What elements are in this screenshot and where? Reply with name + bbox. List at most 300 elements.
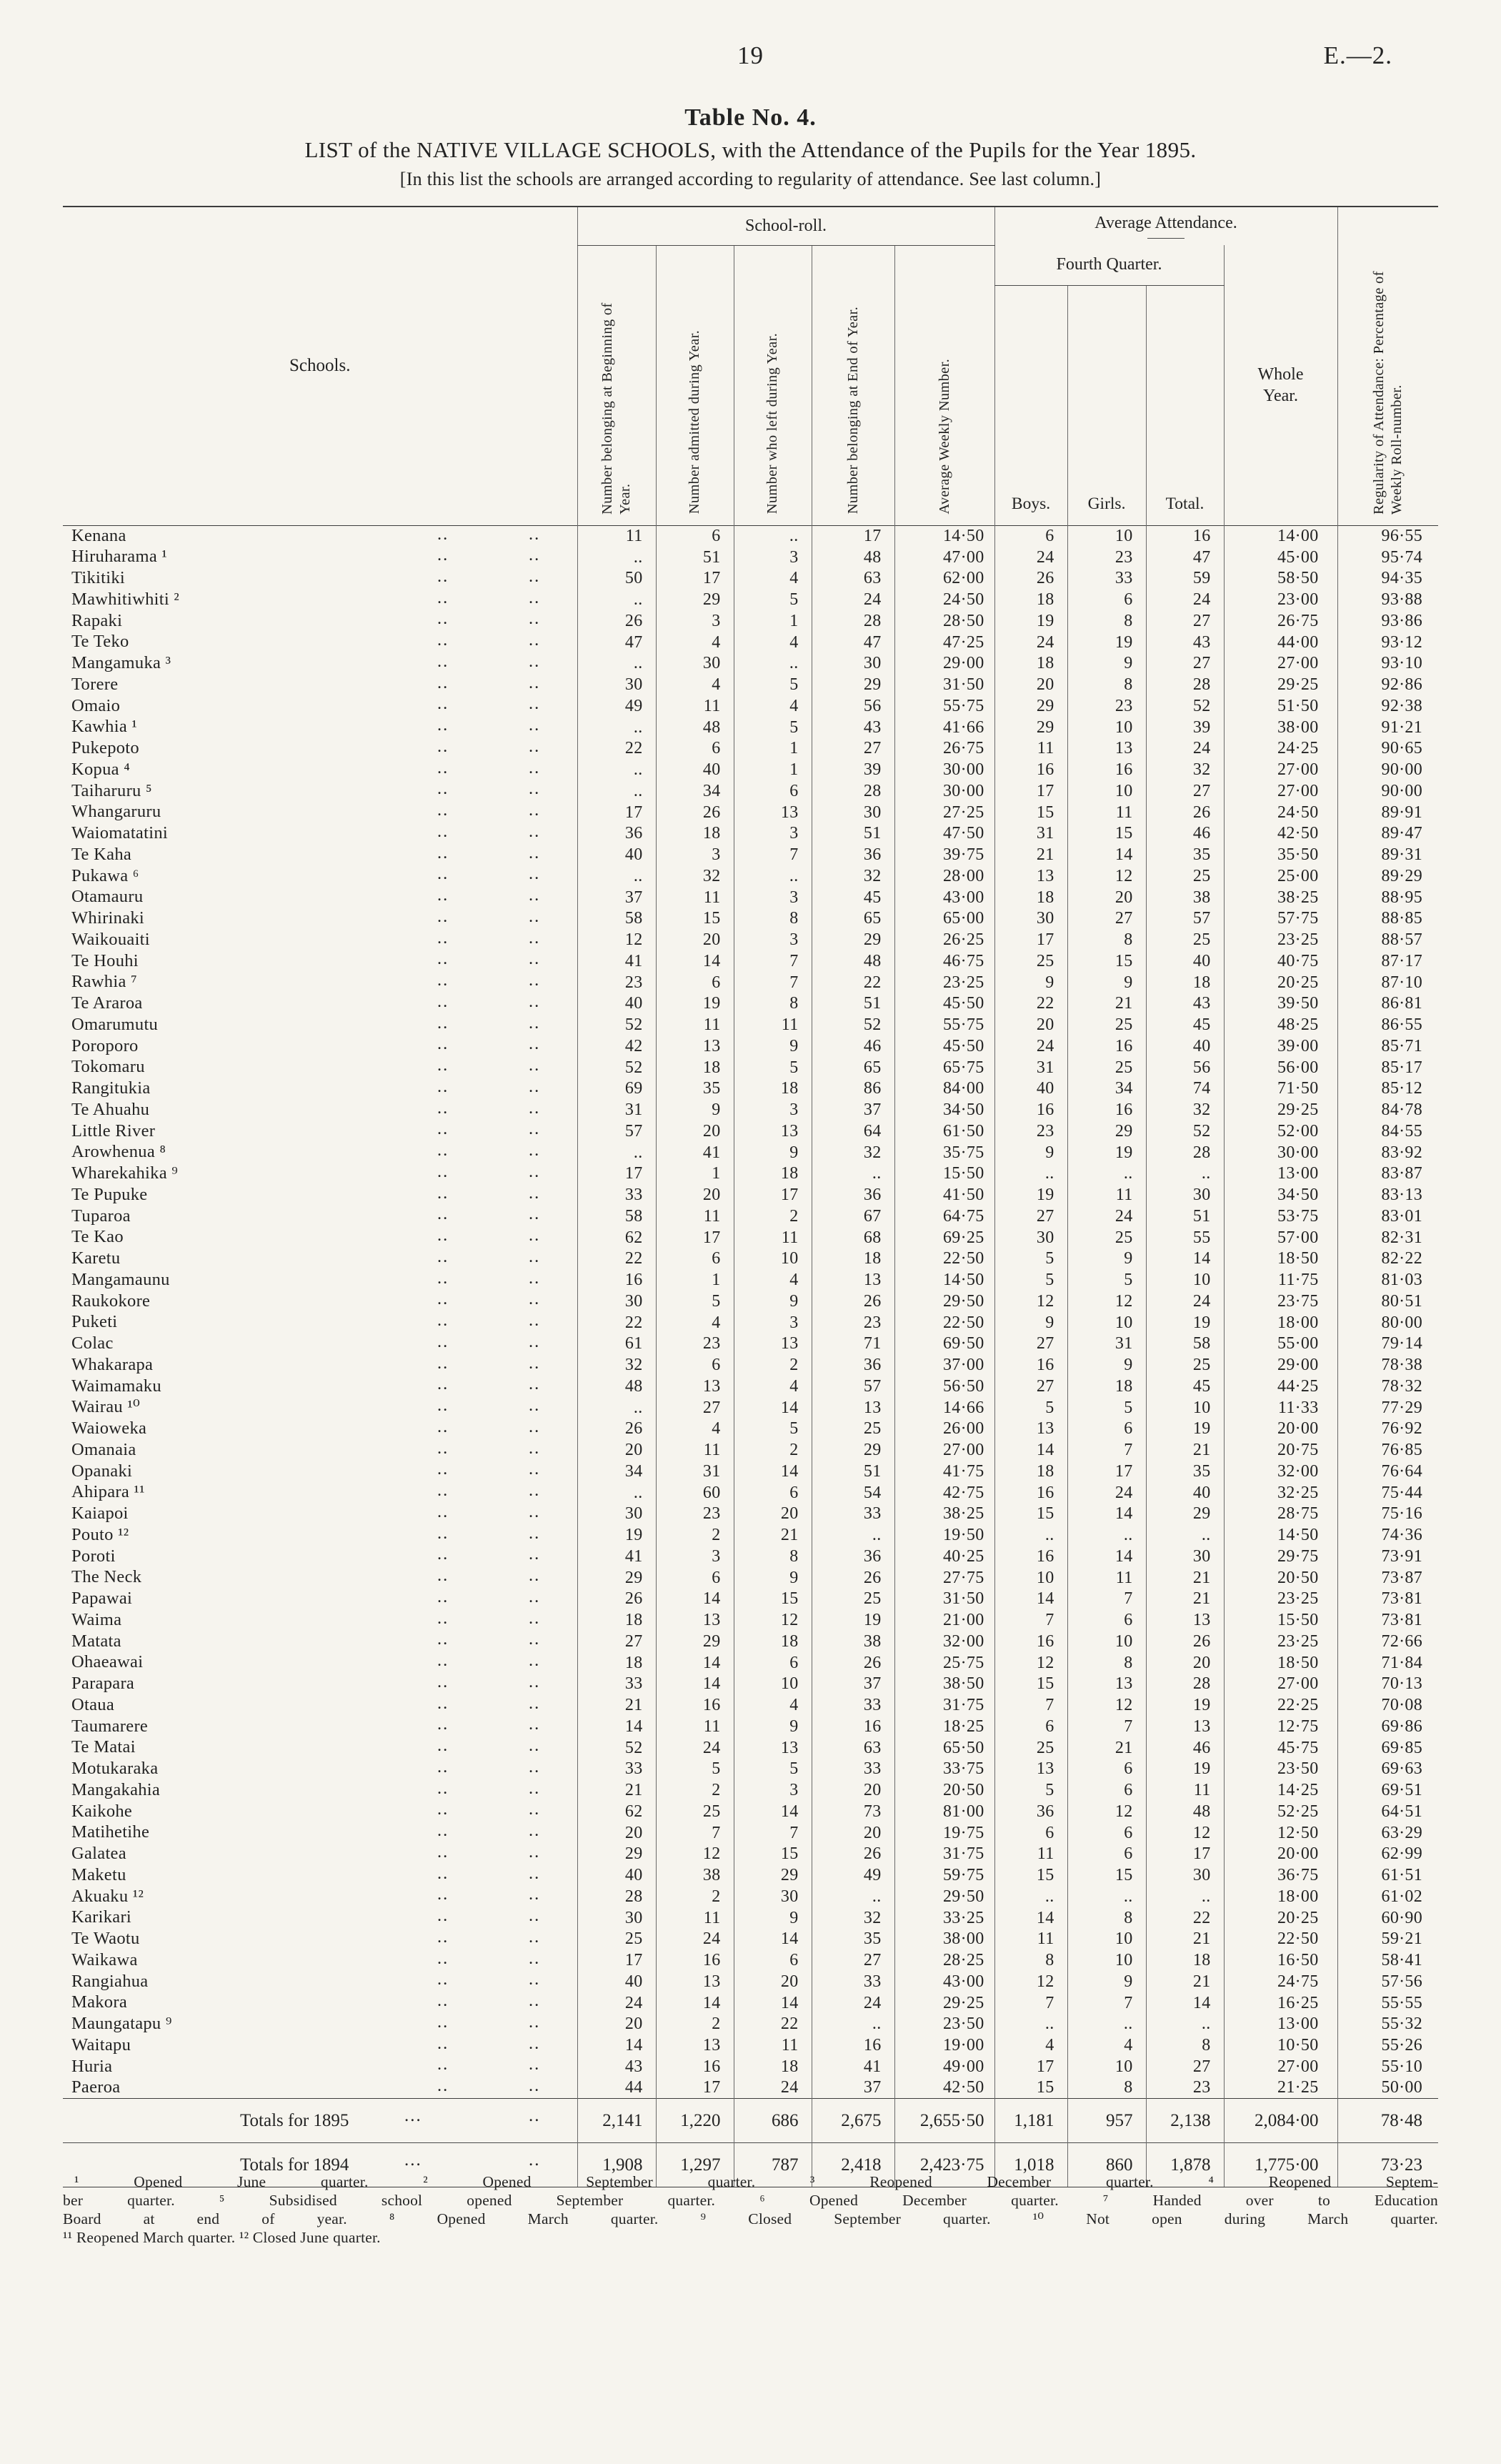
leader-dots: .. <box>437 609 449 629</box>
value-cell: 17 <box>577 802 656 823</box>
leader-dots: .. <box>529 545 541 565</box>
value-cell: 89·91 <box>1337 802 1438 823</box>
leader-dots: .. <box>437 1735 449 1755</box>
value-cell: 46 <box>1146 1737 1224 1759</box>
value-cell: 45 <box>1146 1376 1224 1397</box>
leader-dots: .. <box>529 949 541 969</box>
value-cell: 61·02 <box>1337 1886 1438 1907</box>
value-cell: 23·25 <box>1224 1631 1337 1652</box>
value-cell: 26 <box>577 1589 656 1610</box>
value-cell: 25·00 <box>1224 865 1337 887</box>
leader-dots: .. <box>437 1714 449 1734</box>
leader-dots: ... <box>404 2150 422 2170</box>
leader-dots: .. <box>437 1501 449 1521</box>
value-cell: 86 <box>812 1078 894 1100</box>
value-cell: 9 <box>734 1907 812 1929</box>
value-cell: 42·50 <box>1224 823 1337 845</box>
value-cell: 38·00 <box>894 1929 994 1950</box>
value-cell: 35·50 <box>1224 844 1337 865</box>
value-cell: 27 <box>577 1631 656 1652</box>
value-cell: 5 <box>734 674 812 695</box>
value-cell: 76·92 <box>1337 1419 1438 1440</box>
value-cell: 36 <box>577 823 656 845</box>
value-cell: 93·10 <box>1337 653 1438 675</box>
school-row <box>63 1142 1438 1163</box>
school-name-cell <box>63 1461 577 1482</box>
value-cell: 44·25 <box>1224 1376 1337 1397</box>
value-cell: 10 <box>734 1248 812 1270</box>
value-cell: 9 <box>656 1099 734 1121</box>
leader-dots: .. <box>437 715 449 735</box>
value-cell: 18 <box>994 653 1067 675</box>
value-cell: 41·50 <box>894 1184 994 1206</box>
value-cell: 21 <box>1146 1971 1224 1992</box>
value-cell: 67 <box>812 1206 894 1227</box>
value-cell: 86·55 <box>1337 1014 1438 1035</box>
value-cell: 2 <box>656 2014 734 2035</box>
value-cell: 73 <box>812 1801 894 1822</box>
school-row <box>63 950 1438 972</box>
leader-dots: .. <box>529 1013 541 1033</box>
school-name: Otaua <box>71 1694 114 1714</box>
leader-dots: .. <box>529 2012 541 2032</box>
school-name-cell <box>63 1014 577 1035</box>
arrangement-note: [In this list the schools are arranged according to regularity of attendance. See last column.] <box>399 169 1102 189</box>
value-cell: 70·08 <box>1337 1694 1438 1716</box>
school-row <box>63 547 1438 568</box>
value-cell: 27·00 <box>1224 1674 1337 1695</box>
value-cell: 51 <box>812 823 894 845</box>
value-cell: .. <box>577 759 656 780</box>
value-cell: 32 <box>812 865 894 887</box>
value-cell: 7 <box>994 1694 1067 1716</box>
value-cell: 27 <box>812 1949 894 1971</box>
value-cell: 22·50 <box>894 1248 994 1270</box>
leader-dots: .. <box>437 566 449 586</box>
leader-dots: .. <box>437 1395 449 1415</box>
value-cell: 19 <box>994 1184 1067 1206</box>
value-cell: 23 <box>1067 547 1146 568</box>
value-cell: 18·50 <box>1224 1652 1337 1674</box>
school-name: Te Houhi <box>71 950 139 970</box>
value-cell: 13 <box>994 1759 1067 1780</box>
leader-dots: .. <box>437 1565 449 1585</box>
school-name: Little River <box>71 1121 156 1141</box>
value-cell: 20·25 <box>1224 972 1337 993</box>
value-cell: 16 <box>994 759 1067 780</box>
value-cell: 79·14 <box>1337 1333 1438 1355</box>
value-cell: .. <box>1146 2014 1224 2035</box>
value-cell: 18 <box>994 887 1067 908</box>
value-cell: 50 <box>577 568 656 590</box>
school-row <box>63 1482 1438 1504</box>
school-row <box>63 844 1438 865</box>
value-cell: .. <box>577 717 656 738</box>
value-cell: 55·32 <box>1337 2014 1438 2035</box>
girls-header: Girls. <box>1067 285 1146 525</box>
value-cell: 55·00 <box>1224 1333 1337 1355</box>
school-name: Te Waotu <box>71 1929 140 1949</box>
value-cell: 16 <box>1146 525 1224 547</box>
value-cell: 33 <box>812 1694 894 1716</box>
value-cell: 55·75 <box>894 1014 994 1035</box>
value-cell: 1 <box>734 759 812 780</box>
value-cell: 8 <box>1067 2077 1146 2099</box>
value-cell: 38·50 <box>894 1674 994 1695</box>
value-cell: 34 <box>656 780 734 802</box>
value-cell: 36 <box>994 1801 1067 1822</box>
value-cell: 65 <box>812 1057 894 1078</box>
value-cell: 23 <box>1146 2077 1224 2099</box>
leader-dots: .. <box>437 1608 449 1628</box>
school-name: Taiharuru ⁵ <box>71 780 152 800</box>
value-cell: 21·25 <box>1224 2077 1337 2099</box>
school-row <box>63 802 1438 823</box>
school-name: Maketu <box>71 1864 126 1884</box>
value-cell: 24 <box>1146 1291 1224 1312</box>
value-cell: 22·50 <box>1224 1929 1337 1950</box>
value-cell: 17 <box>656 568 734 590</box>
value-cell: 7 <box>734 844 812 865</box>
value-cell: 44 <box>577 2077 656 2099</box>
leader-dots: .. <box>529 1969 541 1989</box>
value-cell: 56·50 <box>894 1376 994 1397</box>
value-cell: 7 <box>1067 1439 1146 1461</box>
value-cell: 16 <box>1067 759 1146 780</box>
school-name: Rangitukia <box>71 1078 151 1098</box>
totals-value-cell: 1,220 <box>656 2099 734 2143</box>
school-row <box>63 865 1438 887</box>
value-cell: 12 <box>994 1652 1067 1674</box>
school-name-cell <box>63 653 577 675</box>
value-cell: 78·32 <box>1337 1376 1438 1397</box>
value-cell: 13 <box>656 1035 734 1057</box>
school-name-cell <box>63 568 577 590</box>
value-cell: 41 <box>656 1142 734 1163</box>
school-name: Paeroa <box>71 2077 121 2097</box>
school-name-cell <box>63 1652 577 1674</box>
value-cell: 7 <box>734 972 812 993</box>
value-cell: 22 <box>812 972 894 993</box>
totals-value-cell: 1,878 <box>1146 2143 1224 2187</box>
leader-dots: .. <box>437 1480 449 1500</box>
school-name-cell <box>63 1248 577 1270</box>
value-cell: 61 <box>577 1333 656 1355</box>
value-cell: 5 <box>994 1779 1067 1801</box>
value-cell: 13 <box>734 802 812 823</box>
leader-dots: .. <box>437 1076 449 1096</box>
value-cell: 5 <box>656 1759 734 1780</box>
value-cell: 18 <box>1067 1376 1146 1397</box>
value-cell: 23 <box>1067 695 1146 717</box>
value-cell: 17 <box>656 2077 734 2099</box>
leader-dots: .. <box>529 1289 541 1309</box>
school-name-cell <box>63 1971 577 1992</box>
col-header-average-weekly: Average Weekly Number. <box>894 245 994 525</box>
value-cell: 20 <box>1146 1652 1224 1674</box>
school-row <box>63 759 1438 780</box>
value-cell: 5 <box>734 1759 812 1780</box>
school-row <box>63 887 1438 908</box>
value-cell: 35 <box>1146 844 1224 865</box>
value-cell: 76·85 <box>1337 1439 1438 1461</box>
value-cell: 23 <box>812 1312 894 1333</box>
value-cell: 88·57 <box>1337 929 1438 950</box>
value-cell: 19 <box>1146 1419 1224 1440</box>
school-row <box>63 1184 1438 1206</box>
value-cell: 72·66 <box>1337 1631 1438 1652</box>
value-cell: 12 <box>577 929 656 950</box>
value-cell: 43·00 <box>894 887 994 908</box>
value-cell: 47 <box>812 632 894 653</box>
value-cell: 14 <box>734 1461 812 1482</box>
value-cell: 69·63 <box>1337 1759 1438 1780</box>
leader-dots: .. <box>529 1905 541 1925</box>
value-cell: 1 <box>656 1269 734 1291</box>
value-cell: 12 <box>1146 1822 1224 1844</box>
totals-value-cell: 2,655·50 <box>894 2099 994 2143</box>
school-row <box>63 1227 1438 1248</box>
footnote-line: ber quarter. ⁵ Subsidised school opened September quarter. ⁶ Opened December quarter. ⁷ Handed over to Education <box>63 2192 1438 2209</box>
average-attendance-label: Average Attendance. <box>1094 214 1237 232</box>
value-cell: 14·50 <box>894 525 994 547</box>
school-name-cell <box>63 1631 577 1652</box>
leader-dots: .. <box>437 1842 449 1862</box>
value-cell: 19 <box>1146 1312 1224 1333</box>
value-cell: 15 <box>1067 950 1146 972</box>
leader-dots: .. <box>437 1969 449 1989</box>
value-cell: 20 <box>656 1184 734 1206</box>
school-name-cell <box>63 1354 577 1376</box>
value-cell: 30·00 <box>894 759 994 780</box>
school-name: Rapaki <box>71 610 123 630</box>
school-name-cell <box>63 2056 577 2077</box>
leader-dots: .. <box>529 757 541 778</box>
value-cell: 55·55 <box>1337 1992 1438 2014</box>
value-cell: 32·00 <box>1224 1461 1337 1482</box>
school-row <box>63 1291 1438 1312</box>
value-cell: 16 <box>656 2056 734 2077</box>
value-cell: 68 <box>812 1227 894 1248</box>
value-cell: 35 <box>1146 1461 1224 1482</box>
school-name-cell <box>63 1291 577 1312</box>
totals-label: Totals for 1895 <box>240 2110 349 2130</box>
value-cell: 25 <box>812 1589 894 1610</box>
school-name-cell <box>63 844 577 865</box>
value-cell: 7 <box>734 950 812 972</box>
totals-label: Totals for 1894 <box>240 2155 349 2175</box>
value-cell: 23·75 <box>1224 1291 1337 1312</box>
value-cell: 24·75 <box>1224 1971 1337 1992</box>
school-name: Karikari <box>71 1907 132 1927</box>
value-cell: 11 <box>1067 1567 1146 1589</box>
value-cell: 80·00 <box>1337 1312 1438 1333</box>
leader-dots: .. <box>437 672 449 692</box>
value-cell: 18 <box>734 2056 812 2077</box>
total-header: Total. <box>1146 285 1224 525</box>
footnote-line: ¹ Opened June quarter. ² Opened September quarter. ³ Reopened December quarter. ⁴ Reopened Septem- <box>74 2173 1438 2190</box>
value-cell: .. <box>812 2014 894 2035</box>
school-name: Whangaruru <box>71 802 161 822</box>
value-cell: 8 <box>994 1949 1067 1971</box>
value-cell: 77·29 <box>1337 1397 1438 1419</box>
value-cell: 43 <box>1146 993 1224 1015</box>
school-name-cell <box>63 1822 577 1844</box>
value-cell: 12 <box>1067 865 1146 887</box>
value-cell: 40 <box>577 844 656 865</box>
school-name: Mangakahia <box>71 1779 161 1799</box>
school-name-cell <box>63 1078 577 1100</box>
value-cell: 18 <box>656 1057 734 1078</box>
school-row <box>63 653 1438 675</box>
leader-dots: .. <box>529 1501 541 1521</box>
value-cell: 51 <box>812 1461 894 1482</box>
value-cell: 95·74 <box>1337 547 1438 568</box>
school-name: Tokomaru <box>71 1057 145 1077</box>
value-cell: 59 <box>1146 568 1224 590</box>
value-cell: 1 <box>656 1163 734 1185</box>
value-cell: 19 <box>812 1609 894 1631</box>
value-cell: 69·85 <box>1337 1737 1438 1759</box>
leader-dots: .. <box>437 1055 449 1075</box>
value-cell: 4 <box>656 632 734 653</box>
value-cell: 13 <box>1067 1674 1146 1695</box>
school-name-cell <box>63 1546 577 1567</box>
school-name-cell <box>63 1524 577 1546</box>
value-cell: 29 <box>577 1567 656 1589</box>
leader-dots: .. <box>437 1225 449 1245</box>
school-name: Kaiapoi <box>71 1504 129 1524</box>
leader-dots: .. <box>437 1204 449 1224</box>
school-row <box>63 717 1438 738</box>
value-cell: 16·50 <box>1224 1949 1337 1971</box>
leader-dots: .. <box>529 1034 541 1054</box>
value-cell: 32 <box>656 865 734 887</box>
leader-dots: .. <box>529 2075 541 2095</box>
school-name: Waioweka <box>71 1419 147 1439</box>
value-cell: 41·66 <box>894 717 994 738</box>
value-cell: 9 <box>734 1291 812 1312</box>
value-cell: 20 <box>577 2014 656 2035</box>
value-cell: 58 <box>577 908 656 930</box>
value-cell: 18 <box>812 1248 894 1270</box>
value-cell: .. <box>577 1142 656 1163</box>
leader-dots: .. <box>529 630 541 650</box>
leader-dots: .. <box>529 991 541 1011</box>
value-cell: 64·75 <box>894 1206 994 1227</box>
value-cell: 9 <box>734 1567 812 1589</box>
footnote-line: Board at end of year. ⁸ Opened March quarter. ⁹ Closed September quarter. ¹⁰ Not open during March quarter. <box>63 2210 1438 2227</box>
value-cell: 9 <box>1067 653 1146 675</box>
school-name-cell <box>63 823 577 845</box>
value-cell: 3 <box>734 1312 812 1333</box>
value-cell: 88·85 <box>1337 908 1438 930</box>
value-cell: 41 <box>577 950 656 972</box>
value-cell: 4 <box>994 2035 1067 2056</box>
value-cell: 69·50 <box>894 1333 994 1355</box>
leader-dots: .. <box>529 821 541 841</box>
value-cell: 19 <box>656 993 734 1015</box>
value-cell: 3 <box>734 547 812 568</box>
value-cell: 16 <box>656 1694 734 1716</box>
value-cell: 42·50 <box>894 2077 994 2099</box>
value-cell: 25 <box>1146 1354 1224 1376</box>
value-cell: 21·00 <box>894 1609 994 1631</box>
value-cell: 89·47 <box>1337 823 1438 845</box>
header-rule <box>1147 238 1185 239</box>
leader-dots: .. <box>529 885 541 905</box>
school-name: Akuaku ¹² <box>71 1886 144 1906</box>
value-cell: 4 <box>734 632 812 653</box>
value-cell: 30 <box>1146 1184 1224 1206</box>
value-cell: 57 <box>1146 908 1224 930</box>
school-name: Tikitiki <box>71 568 126 588</box>
value-cell: 3 <box>734 929 812 950</box>
value-cell: 29 <box>734 1864 812 1886</box>
value-cell: 11·75 <box>1224 1269 1337 1291</box>
leader-dots: .. <box>529 1757 541 1777</box>
leader-dots: .. <box>529 609 541 629</box>
value-cell: 20 <box>994 1014 1067 1035</box>
value-cell: 27 <box>1146 2056 1224 2077</box>
value-cell: 12 <box>1067 1694 1146 1716</box>
value-cell: 30 <box>1146 1546 1224 1567</box>
value-cell: .. <box>1067 2014 1146 2035</box>
value-cell: 15 <box>1067 823 1146 845</box>
school-name: Waima <box>71 1609 122 1629</box>
native-village-schools-table <box>63 206 1438 2187</box>
value-cell: 12 <box>1067 1291 1146 1312</box>
value-cell: 27·00 <box>1224 759 1337 780</box>
leader-dots: .. <box>529 736 541 756</box>
value-cell: 13·00 <box>1224 2014 1337 2035</box>
school-name: Mawhitiwhiti ² <box>71 589 180 609</box>
value-cell: 31 <box>994 1057 1067 1078</box>
value-cell: 20·50 <box>894 1779 994 1801</box>
value-cell: 23·50 <box>894 2014 994 2035</box>
value-cell: 40 <box>577 1971 656 1992</box>
value-cell: 18 <box>994 589 1067 610</box>
value-cell: 84·55 <box>1337 1121 1438 1142</box>
value-cell: 10 <box>994 1567 1067 1589</box>
value-cell: 52 <box>577 1737 656 1759</box>
value-cell: 29 <box>812 1439 894 1461</box>
value-cell: 5 <box>734 1057 812 1078</box>
school-name-cell <box>63 1227 577 1248</box>
value-cell: 49 <box>812 1864 894 1886</box>
value-cell: 14 <box>656 1674 734 1695</box>
school-row <box>63 2035 1438 2056</box>
value-cell: 92·38 <box>1337 695 1438 717</box>
school-name-cell <box>63 887 577 908</box>
value-cell: 61·50 <box>894 1121 994 1142</box>
value-cell: 19·00 <box>894 2035 994 2056</box>
value-cell: 43 <box>577 2056 656 2077</box>
school-name: Pukepoto <box>71 738 139 758</box>
value-cell: 32 <box>1146 759 1224 780</box>
value-cell: 36 <box>812 844 894 865</box>
value-cell: 14 <box>1146 1248 1224 1270</box>
value-cell: 28·75 <box>1224 1504 1337 1525</box>
school-row <box>63 695 1438 717</box>
leader-dots: .. <box>529 1586 541 1606</box>
school-name-cell <box>63 1416 577 1440</box>
leader-dots: .. <box>529 1204 541 1224</box>
value-cell: 20·00 <box>1224 1844 1337 1865</box>
totals-value-cell: 860 <box>1067 2143 1146 2187</box>
value-cell: 26 <box>812 1844 894 1865</box>
value-cell: 11 <box>994 1929 1067 1950</box>
